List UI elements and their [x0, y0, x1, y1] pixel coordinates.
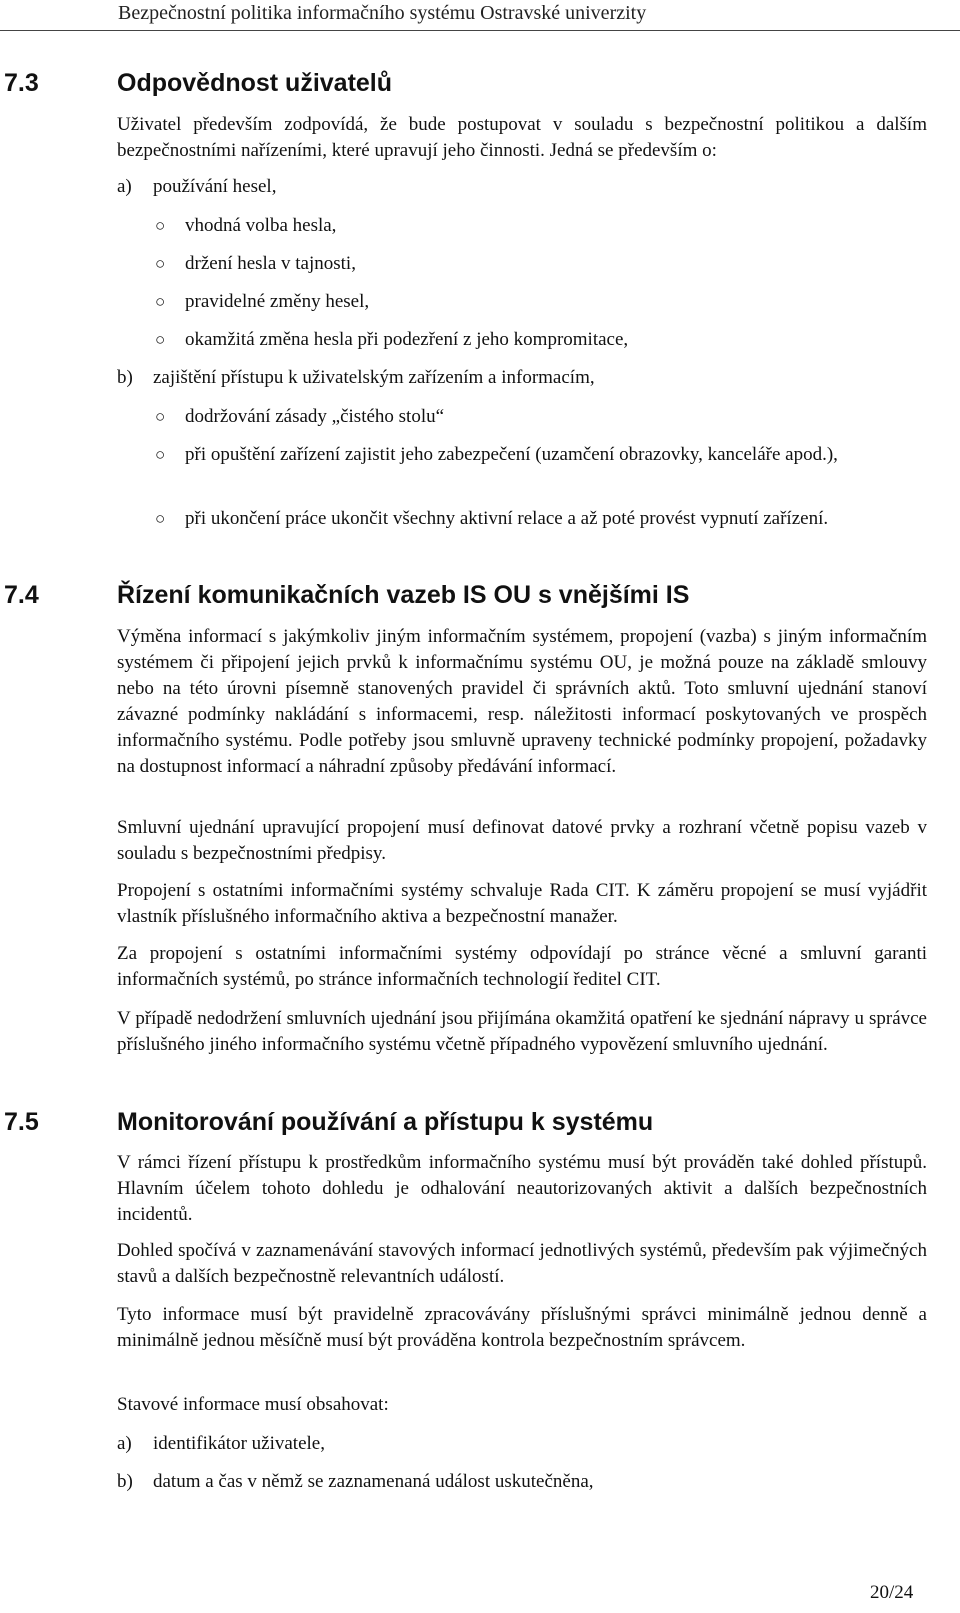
sub-list-item	[155, 506, 927, 532]
circle-bullet-icon: ○	[155, 330, 166, 349]
section-intro: Uživatel především zodpovídá, že bude postupovat v souladu s bezpečnostní politikou a dalším bezpečnostními nařízeními, které upravují jeho činnosti. Jedná se především o:	[117, 114, 927, 161]
page-number: 20/24	[870, 1582, 914, 1603]
header-divider	[0, 30, 960, 31]
sub-list-item	[155, 404, 927, 430]
circle-bullet-icon: ○	[155, 445, 166, 464]
sub-list-item-text: při ukončení práce ukončit všechny aktivní relace a až poté provést vypnutí zařízení.	[185, 508, 829, 529]
paragraph: V případě nedodržení smluvních ujednání jsou přijímána okamžitá opatření ke sjednání nápravy u správce příslušného jiného informačního systému včetně případného vypovězení smluvního ujednání.	[117, 1008, 927, 1055]
paragraph: V rámci řízení přístupu k prostředkům informačního systému musí být prováděn také dohled přístupů. Hlavním účelem tohoto dohledu je odhalování neautorizovaných aktivit a dalších bezpečnostních incidentů.	[117, 1152, 927, 1225]
section-number: 7.3	[4, 69, 39, 97]
list-item-text: používání hesel,	[153, 176, 277, 197]
page-header-title: Bezpečnostní politika informačního systému Ostravské univerzity	[118, 2, 647, 24]
circle-bullet-icon: ○	[155, 407, 166, 426]
paragraph: Za propojení s ostatními informačními systémy odpovídají po stránce věcné a smluvní garanti informačních systémů, po stránce informačních technologií ředitel CIT.	[117, 943, 927, 990]
paragraph: Stavové informace musí obsahovat:	[117, 1394, 389, 1415]
circle-bullet-icon: ○	[155, 254, 166, 273]
circle-bullet-icon: ○	[155, 216, 166, 235]
list-marker: b)	[117, 1471, 133, 1492]
circle-bullet-icon: ○	[155, 509, 166, 528]
list-marker: b)	[117, 367, 133, 388]
list-item-text: identifikátor uživatele,	[153, 1433, 325, 1454]
paragraph: Smluvní ujednání upravující propojení musí definovat datové prvky a rozhraní včetně popisu vazeb v souladu s bezpečnostními předpisy.	[117, 817, 927, 864]
sub-list-item-text: držení hesla v tajnosti,	[185, 253, 356, 274]
sub-list-item	[155, 289, 927, 315]
section-number: 7.4	[4, 581, 39, 609]
circle-bullet-icon: ○	[155, 292, 166, 311]
list-marker: a)	[117, 1433, 132, 1454]
sub-list-item	[155, 251, 927, 277]
list-marker: a)	[117, 176, 132, 197]
paragraph: Tyto informace musí být pravidelně zpracovávány příslušnými správci minimálně jednou denně a minimálně jednou měsíčně musí být prováděna kontrola bezpečnostním správcem.	[117, 1304, 927, 1351]
sub-list-item-text: pravidelné změny hesel,	[185, 291, 370, 312]
sub-list-item	[155, 327, 927, 353]
paragraph: Dohled spočívá v zaznamenávání stavových informací jednotlivých systémů, především pak výjimečných stavů a dalších bezpečnostně relevantních událostí.	[117, 1240, 927, 1287]
section-number: 7.5	[4, 1108, 39, 1136]
section-title: Monitorování používání a přístupu k systému	[117, 1108, 654, 1136]
paragraph: Propojení s ostatními informačními systémy schvaluje Rada CIT. K záměru propojení se musí vyjádřit vlastník příslušného informačního aktiva a bezpečnostní manažer.	[117, 880, 927, 927]
sub-list-item-text: okamžitá změna hesla při podezření z jeho kompromitace,	[185, 329, 629, 350]
sub-list-item-text: dodržování zásady „čistého stolu“	[185, 406, 445, 427]
section-title: Odpovědnost uživatelů	[117, 69, 393, 97]
list-item-text: zajištění přístupu k uživatelským zařízením a informacím,	[153, 367, 595, 388]
sub-list-item	[155, 442, 927, 468]
list-item-text: datum a čas v němž se zaznamenaná událost uskutečněna,	[153, 1471, 594, 1492]
sub-list-item-text: vhodná volba hesla,	[185, 215, 337, 236]
sub-list-item	[155, 213, 927, 239]
section-title: Řízení komunikačních vazeb IS OU s vnějšími IS	[117, 581, 690, 609]
sub-list-item-text: při opuštění zařízení zajistit jeho zabezpečení (uzamčení obrazovky, kanceláře apod.),	[185, 444, 838, 465]
paragraph: Výměna informací s jakýmkoliv jiným informačním systémem, propojení (vazba) s jiným informačním systémem či připojení jejich prvků k informačnímu systému OU, je možná pouze na základě smlouvy nebo na této úrovni písemně stanovených pravidel či správních aktů. Toto smluvní ujednání stanoví závazné podmínky nakládání s informacemi, resp. náležitosti informací poskytovaných ve prospěch informačního systému. Podle potřeby jsou smluvně upraveny technické podmínky propojení, požadavky na dostupnost informací a náhradní způsoby předávání informací.	[117, 626, 927, 777]
